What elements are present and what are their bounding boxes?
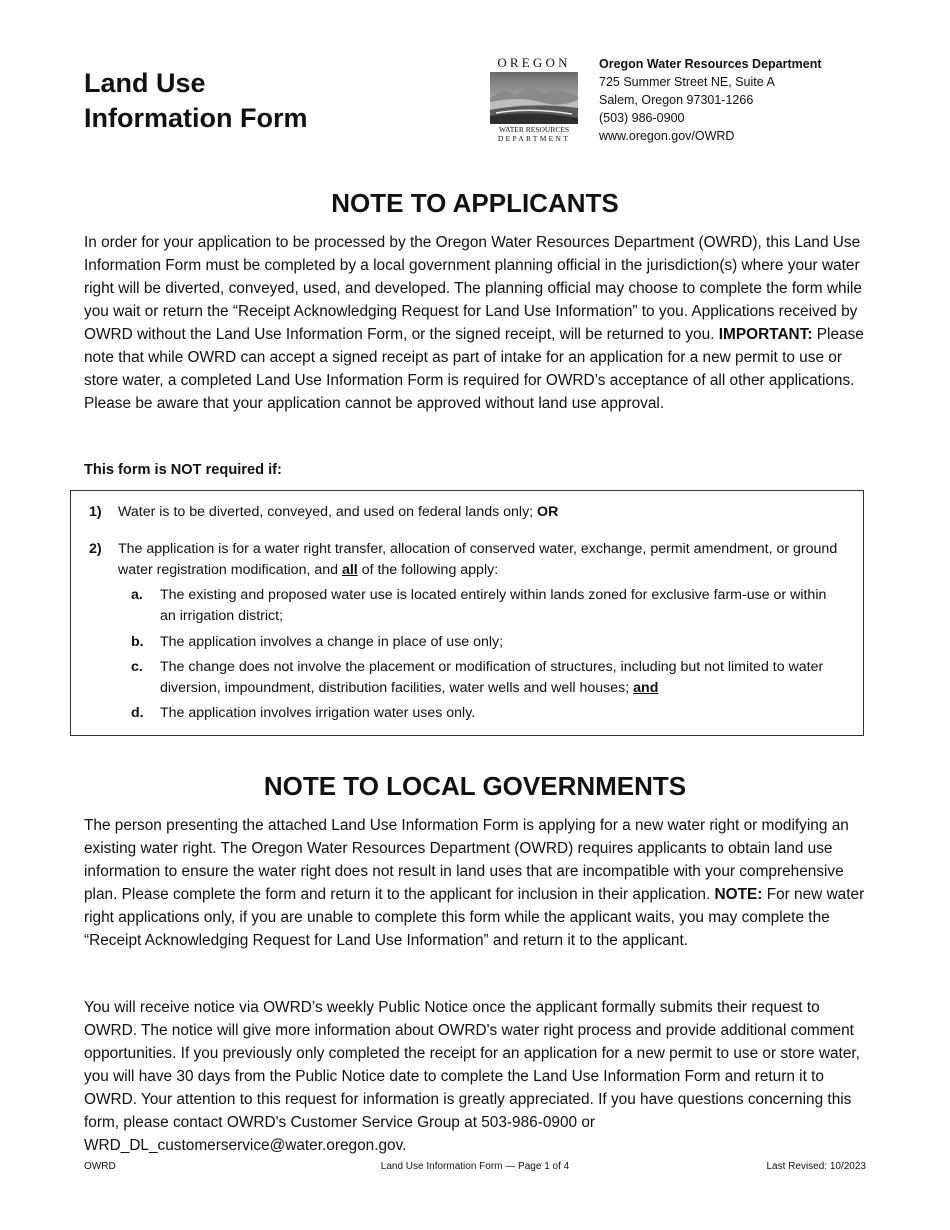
criteria-item-1-text: Water is to be diverted, conveyed, and used on federal lands only; (118, 504, 538, 520)
important-label: IMPORTANT: (718, 326, 813, 343)
criteria-item-2 (89, 539, 849, 581)
criteria-subitem-c (131, 657, 841, 699)
subitem-b-text: The application involves a change in place of use only; (160, 634, 504, 650)
local-governments-paragraph-2: You will receive notice via OWRD’s weekly Public Notice once the applicant formally submits their request to OWRD. The notice will give more information about OWRD's water right process and provide additional comment opportunities. If you previously only completed the receipt for an application for a new permit to use or store water, you will have 30 days from the Public Notice date to complete the Land Use Information Form and return it to OWRD. Your attention to this request for information is greatly appreciated. If you have questions concerning this form, please contact OWRD's Customer Service Group at 503-986-0900 or WRD_DL_customerservice@water.oregon.gov. (84, 999, 860, 1154)
logo-oregon-text: OREGON (497, 55, 571, 70)
subitem-c-letter: c. (131, 659, 143, 675)
criteria-subitem-b (131, 632, 841, 653)
logo-water-resources-text: WATER RESOURCES (498, 125, 570, 134)
subitem-a-text: The existing and proposed water use is located entirely within lands zoned for exclusive farm-use or within an irrigation district; (160, 587, 827, 624)
department-address-block (599, 55, 822, 145)
logo-department-text: DEPARTMENT (497, 134, 571, 143)
criteria-item-2-number: 2) (89, 541, 102, 557)
criteria-item-1-number: 1) (89, 504, 102, 520)
landscape-logo-icon (490, 72, 578, 124)
applicants-paragraph (84, 231, 874, 415)
subitem-a-letter: a. (131, 587, 143, 603)
footer-page-info: Land Use Information Form — Page 1 of 4 (380, 1161, 570, 1172)
subitem-c-text: The change does not involve the placement or modification of structures, including but not limited to water diversion, impoundment, distribution facilities, water wells and well houses; (160, 659, 824, 696)
note-to-local-governments-heading: NOTE TO LOCAL GOVERNMENTS (263, 771, 687, 801)
note-to-applicants-heading: NOTE TO APPLICANTS (331, 188, 619, 218)
local-gov-paragraph-1-main: The person presenting the attached Land Use Information Form is applying for a new water right or modifying an existing water right. The Oregon Water Resources Department (OWRD) requires applicants to obtain land use information to ensure the water right does not result in land uses that are incompatible with your comprehensive plan. Please complete the form and return it to the applicant for inclusion in their application. (84, 817, 849, 903)
department-phone: (503) 986-0900 (599, 111, 685, 125)
subitem-d-letter: d. (131, 705, 144, 721)
subitem-c-and: and (633, 680, 659, 696)
criteria-subitem-d (131, 703, 841, 724)
subitem-b-letter: b. (131, 634, 144, 650)
title-line-1: Land Use (84, 68, 206, 98)
exemption-criteria-box (70, 490, 864, 736)
title-line-2: Information Form (84, 103, 308, 133)
subitem-d-text: The application involves irrigation water uses only. (160, 705, 476, 721)
footer-revision: Last Revised: 10/2023 (766, 1161, 866, 1172)
local-governments-paragraph-1 (84, 814, 874, 952)
department-street: 725 Summer Street NE, Suite A (599, 75, 775, 89)
criteria-subitem-a (131, 585, 841, 627)
applicants-paragraph-important: Please note that while OWRD can accept a signed receipt as part of intake for an application for a new permit to use or store water, a completed Land Use Information Form is required for OWRD’s acceptance of all other applications. Please be aware that your application cannot be approved without land use approval. (84, 326, 864, 412)
not-required-heading: This form is NOT required if: (84, 462, 282, 478)
criteria-item-1 (89, 502, 849, 523)
department-website[interactable]: www.oregon.gov/OWRD (599, 129, 735, 143)
footer-left: OWRD (84, 1161, 116, 1172)
criteria-item-1-or: OR (537, 504, 559, 520)
criteria-item-2-text: The application is for a water right transfer, allocation of conserved water, exchange, permit amendment, or ground water registration modification, and (118, 541, 838, 578)
local-gov-paragraph-1-note: For new water right applications only, if you are unable to complete this form while the applicant waits, you may complete the “Receipt Acknowledging Request for Land Use Information” and return it to the applicant. (84, 886, 865, 949)
page-title (84, 66, 308, 136)
criteria-item-2-text-after: of the following apply: (357, 562, 499, 578)
department-city: Salem, Oregon 97301-1266 (599, 93, 754, 107)
applicants-paragraph-main: In order for your application to be processed by the Oregon Water Resources Department (OWRD), this Land Use Information Form must be completed by a local government planning official in the jurisdiction(s) where your water right will be diverted, conveyed, used, and developed. The planning official may choose to complete the form while you wait or return the “Receipt Acknowledging Request for Land Use Information” to you. Applications received by OWRD without the Land Use Information Form, or the signed receipt, will be returned to you. (84, 234, 862, 343)
note-label: NOTE: (714, 886, 763, 903)
owrd-logo (488, 56, 580, 144)
criteria-item-2-all: all (341, 562, 358, 578)
department-name: Oregon Water Resources Department (599, 57, 822, 71)
